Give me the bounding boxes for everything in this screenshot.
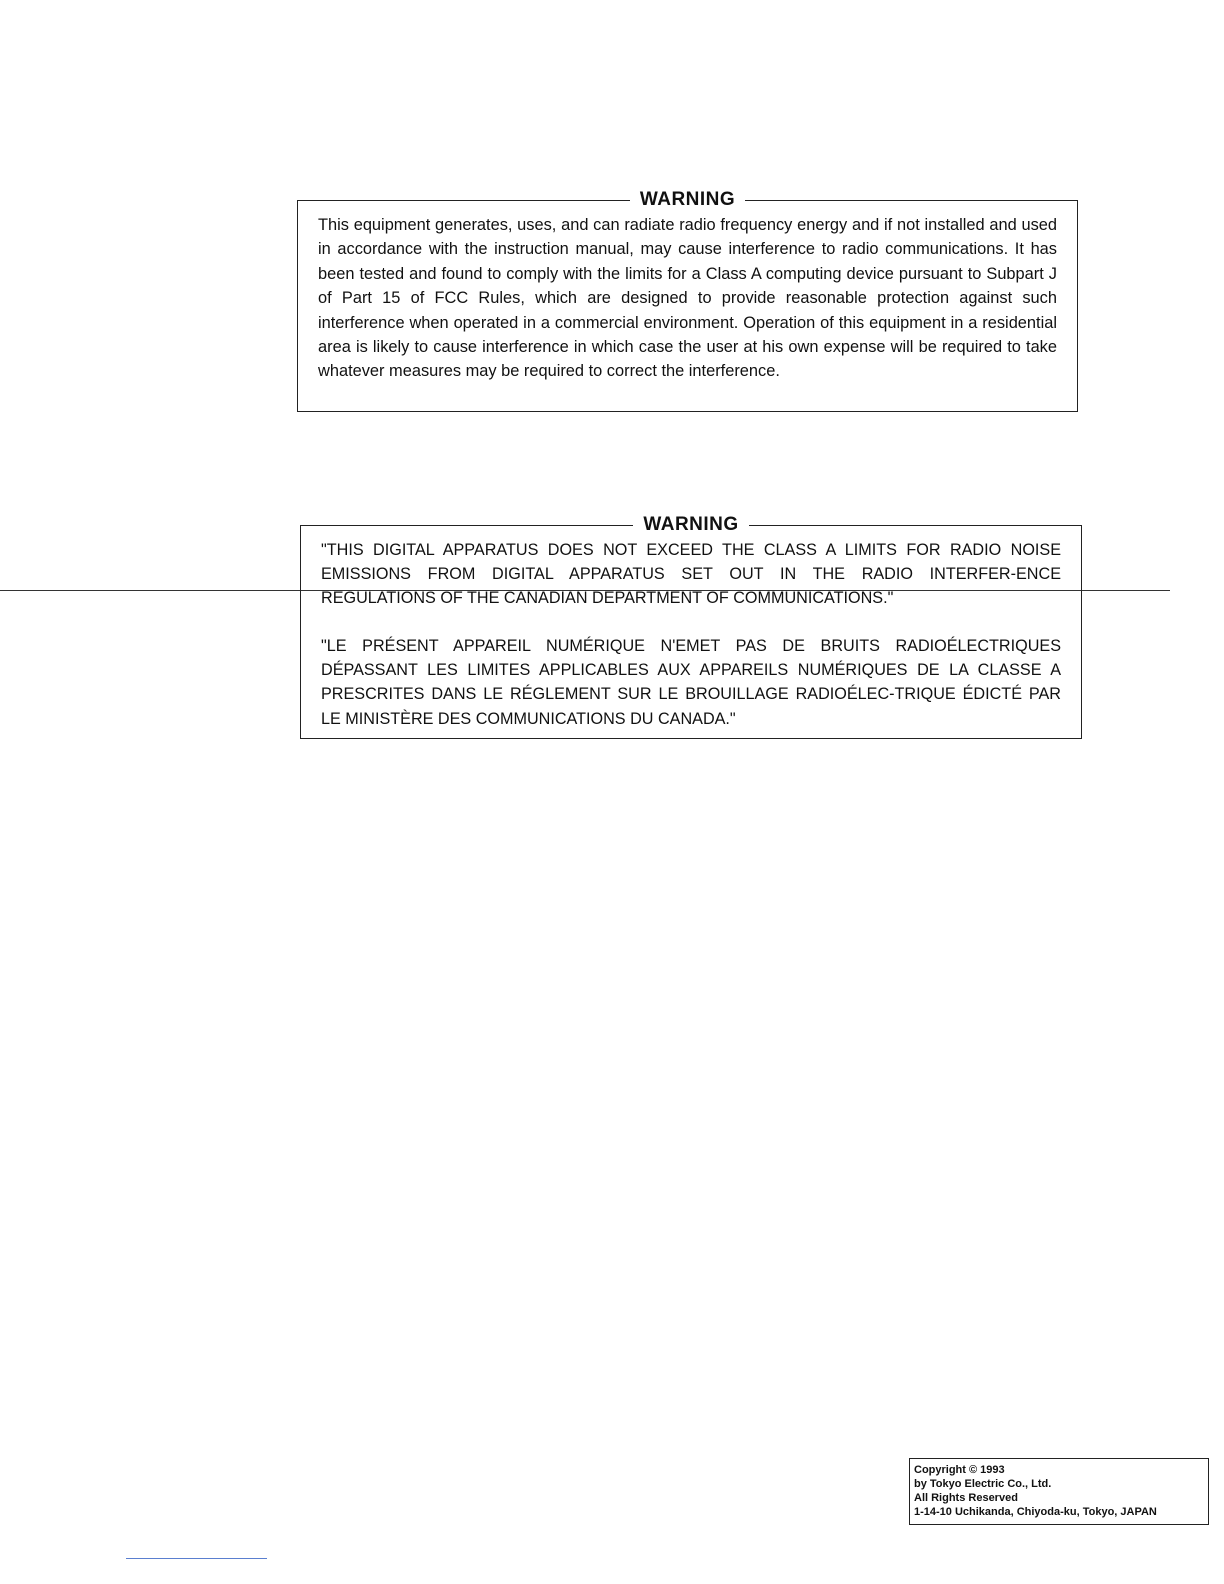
header-rule-left (297, 200, 630, 201)
header-rule-right (749, 525, 1082, 526)
copyright-line: Copyright © 1993 (914, 1464, 1005, 1476)
canada-warning-english: "THIS DIGITAL APPARATUS DOES NOT EXCEED THE CLASS A LIMITS FOR RADIO NOISE EMISSIONS FROM DIGITAL APPARATUS SET OUT IN THE RADIO INTERFER-ENCE REGULATIONS OF THE CANADIAN DEPARTMENT OF COMMUNICATIONS." (321, 541, 1061, 608)
copyright-box (909, 1458, 1209, 1525)
fcc-warning-header (297, 189, 1078, 211)
canada-warning-header (300, 514, 1082, 536)
fcc-warning-box (297, 189, 1078, 412)
fcc-warning-heading: WARNING (630, 189, 745, 211)
copyright-company: by Tokyo Electric Co., Ltd. (914, 1478, 1052, 1490)
header-rule-left (300, 525, 633, 526)
canada-warning-box (300, 514, 1082, 739)
header-rule-right (745, 200, 1078, 201)
bottom-rule (126, 1558, 267, 1559)
fcc-warning-text: This equipment generates, uses, and can radiate radio frequency energy and if not installed and used in accordance with the instruction manual, may cause interference to radio communications. It has been tested and found to comply with the limits for a Class A computing device pursuant to Subpart J of Part 15 of FCC Rules, which are designed to provide reasonable protection against such interference when operated in a commercial environment. Operation of this equipment in a residential area is likely to cause interference in which case the user at his own expense will be required to take whatever measures may be required to correct the interference. (318, 216, 1057, 381)
canada-warning-heading: WARNING (633, 514, 748, 536)
copyright-rights: All Rights Reserved (914, 1492, 1018, 1504)
copyright-address: 1-14-10 Uchikanda, Chiyoda-ku, Tokyo, JAPAN (914, 1506, 1157, 1518)
canada-warning-french: "LE PRÉSENT APPAREIL NUMÉRIQUE N'EMET PAS DE BRUITS RADIOÉLECTRIQUES DÉPASSANT LES LIMITES APPLICABLES AUX APPAREILS NUMÉRIQUES DE LA CLASSE A PRESCRITES DANS LE RÉGLEMENT SUR LE BROUILLAGE RADIOÉLEC-TRIQUE ÉDICTÉ PAR LE MINISTÈRE DES COMMUNICATIONS DU CANADA." (321, 637, 1061, 728)
